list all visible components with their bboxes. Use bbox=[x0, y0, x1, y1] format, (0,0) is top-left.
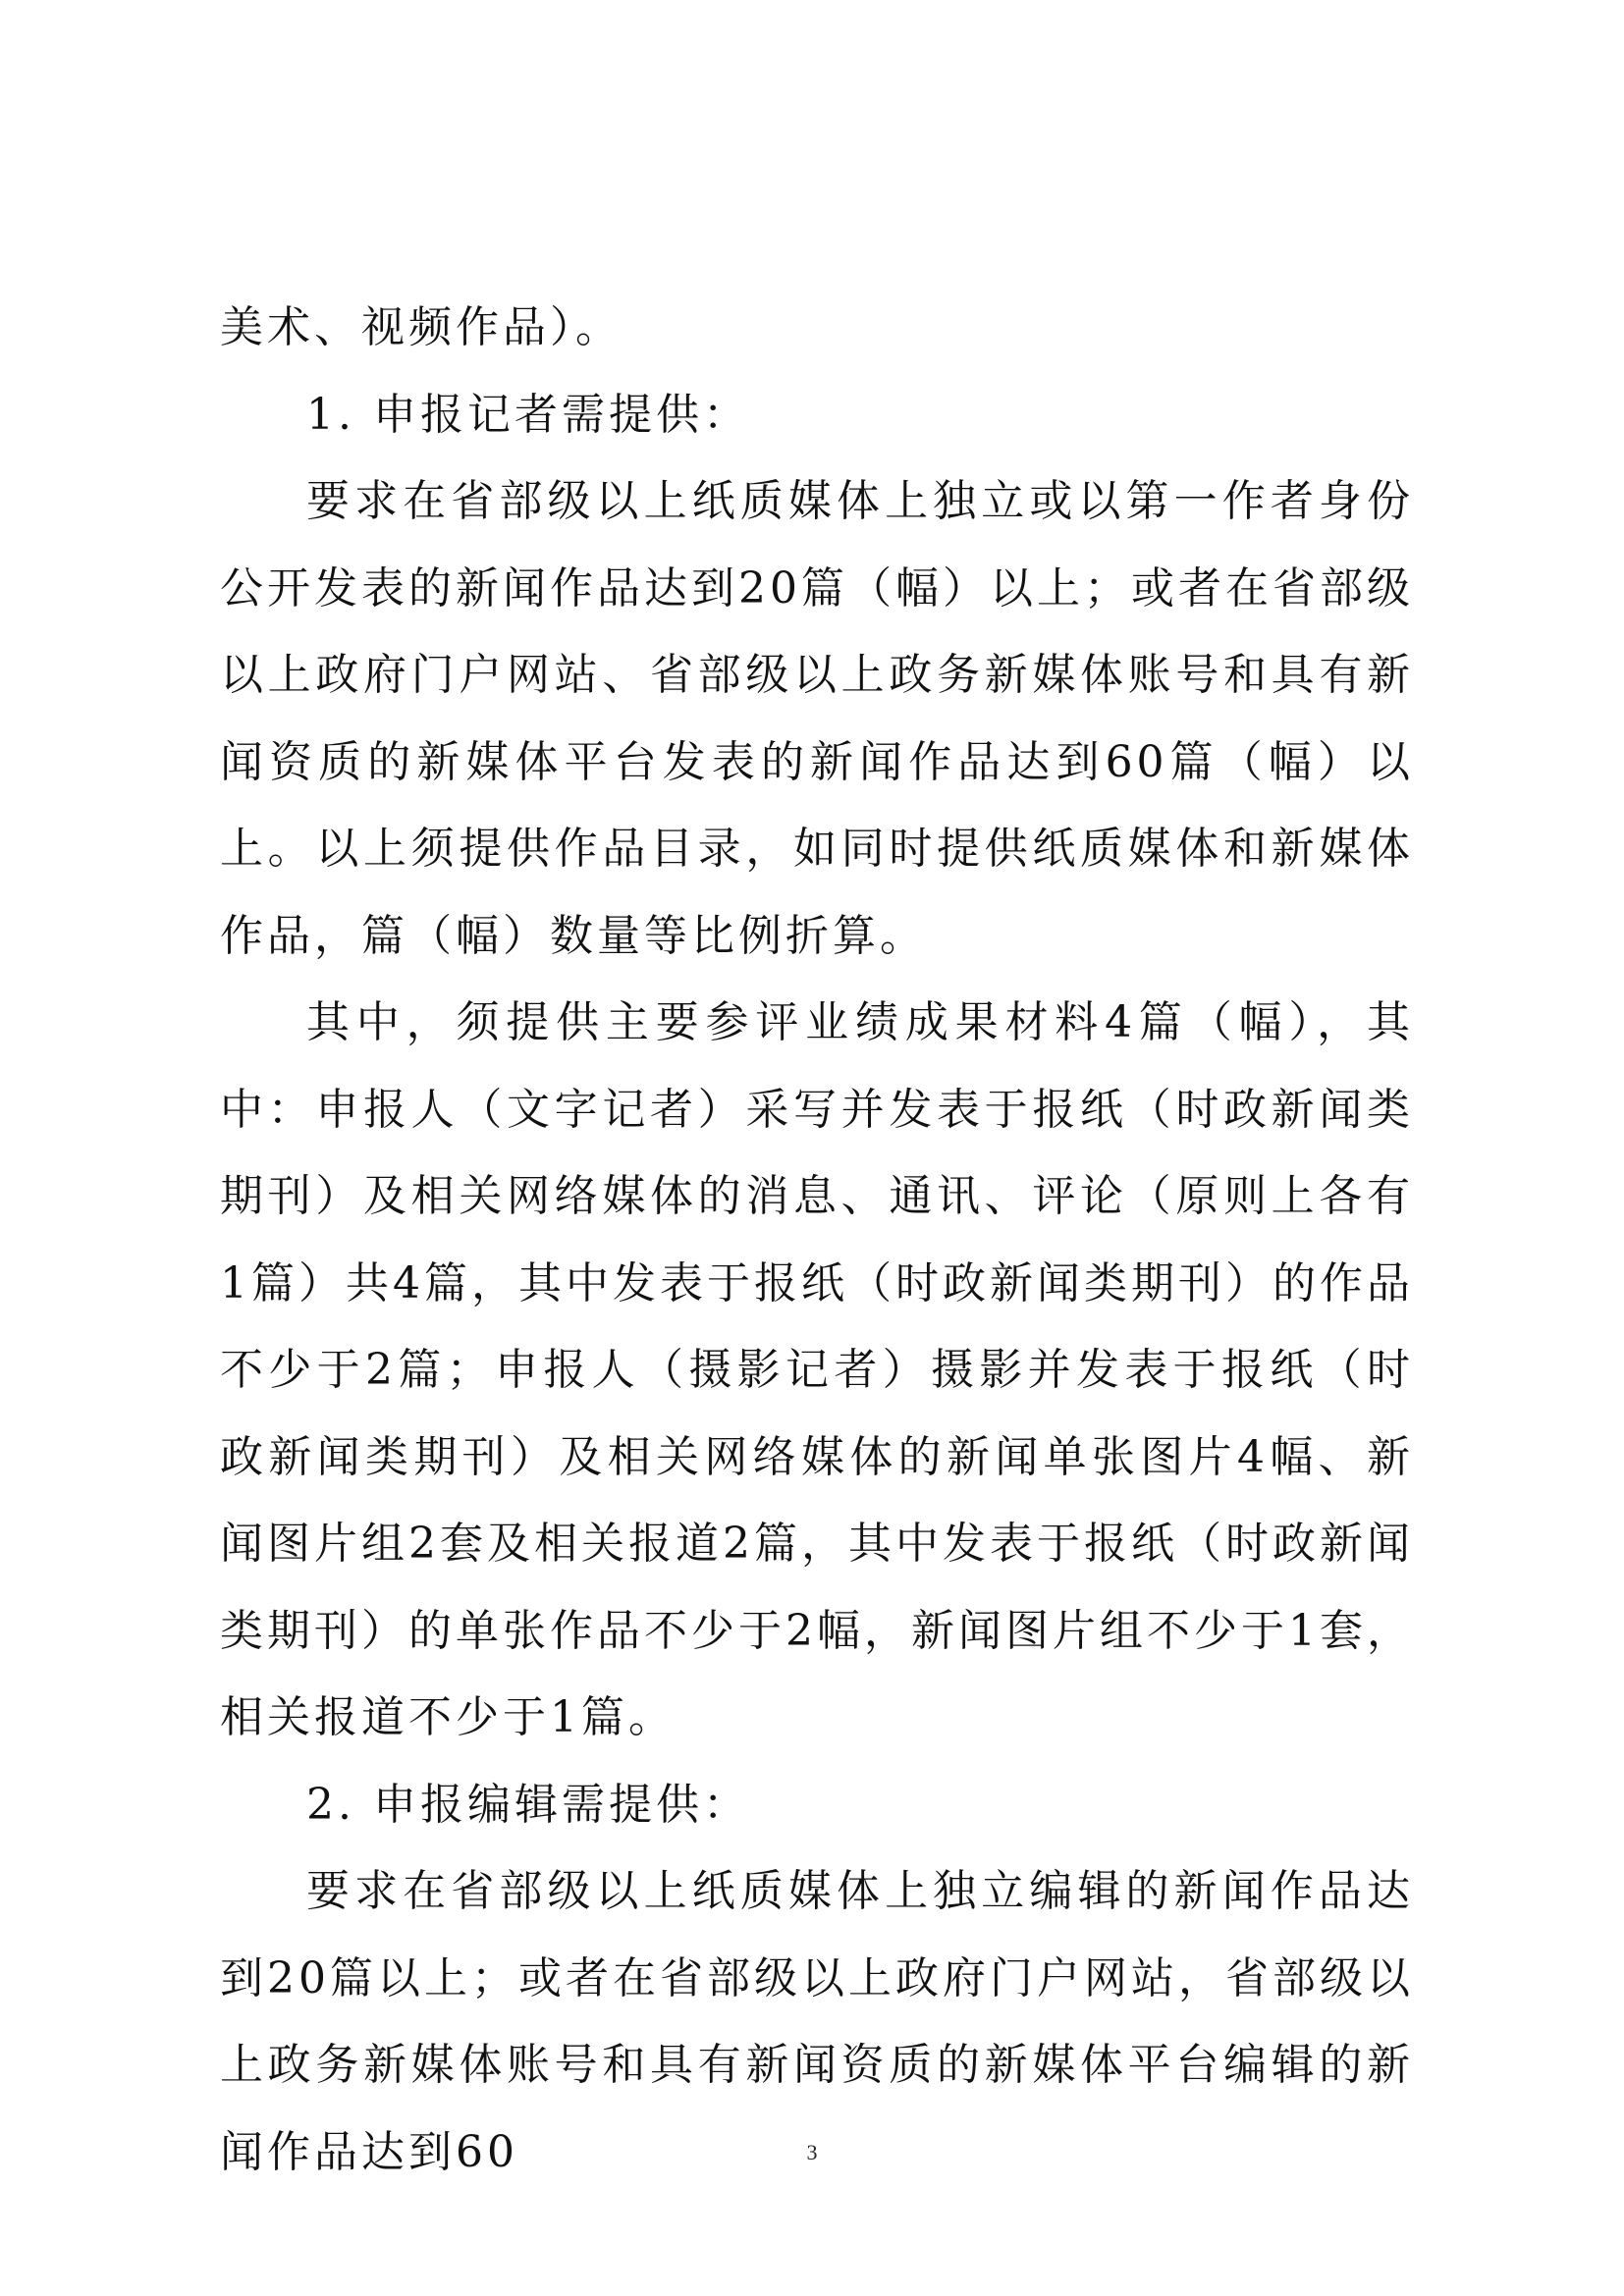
paragraph-reporter-materials: 其中，须提供主要参评业绩成果材料4篇（幅），其中：申报人（文字记者）采写并发表于报纸（时政新闻类期刊）及相关网络媒体的消息、通讯、评论（原则上各有1篇）共4篇，其中发表于报纸（时政新闻类期刊）的作品不少于2篇；申报人（摄影记者）摄影并发表于报纸（时政新闻类期刊）及相关网络媒体的新闻单张图片4幅、新闻图片组2套及相关报道2篇，其中发表于报纸（时政新闻类期刊）的单张作品不少于2幅，新闻图片组不少于1套，相关报道不少于1篇。 bbox=[220, 997, 1414, 1742]
section-heading-reporter: 1. 申报记者需提供： bbox=[306, 389, 750, 440]
section-heading-editor: 2. 申报编辑需提供： bbox=[306, 1779, 750, 1830]
paragraph-continuation: 美术、视频作品）。 bbox=[220, 302, 623, 352]
paragraph-editor-requirements: 要求在省部级以上纸质媒体上独立编辑的新闻作品达到20篇以上；或者在省部级以上政府门户网站，省部级以上政务新媒体账号和具有新闻资质的新媒体平台编辑的新闻作品达到60 bbox=[220, 1866, 1414, 2177]
document-body bbox=[220, 285, 1414, 2196]
paragraph-reporter-requirements: 要求在省部级以上纸质媒体上独立或以第一作者身份公开发表的新闻作品达到20篇（幅）以上；或者在省部级以上政府门户网站、省部级以上政务新媒体账号和具有新闻资质的新媒体平台发表的新闻作品达到60篇（幅）以上。以上须提供作品目录，如同时提供纸质媒体和新媒体作品，篇（幅）数量等比例折算。 bbox=[220, 476, 1414, 961]
page-number: 3 bbox=[806, 2140, 818, 2164]
